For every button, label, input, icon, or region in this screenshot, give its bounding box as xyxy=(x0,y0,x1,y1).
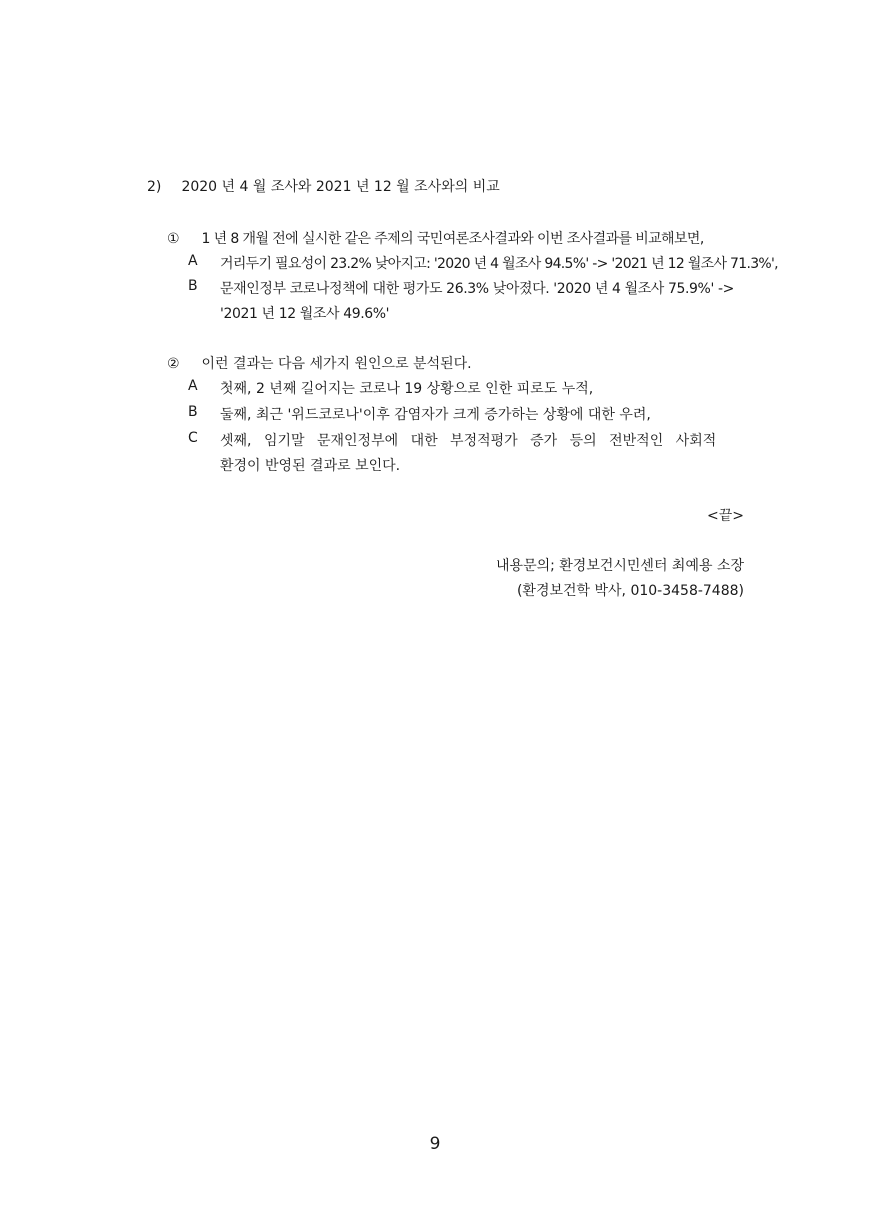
item-2-sub-b-marker: B xyxy=(188,404,198,420)
contact-line-2: (환경보건학 박사, 010-3458-7488) xyxy=(516,583,744,599)
contact-line-1: 내용문의; 환경보건시민센터 최예용 소장 xyxy=(496,558,744,574)
page-number: 9 xyxy=(429,1134,441,1154)
section-title: 2020 년 4 월 조사와 2021 년 12 월 조사와의 비교 xyxy=(181,179,500,195)
item-1-sub-a-line-1: 거리두기 필요성이 23.2% 낮아지고: '2020 년 4 월조사 94.5%' -> '2021 년 12 월조사 71.3%', xyxy=(220,256,778,272)
item-1-sub-b-line-1: 문재인정부 코로나정책에 대한 평가도 26.3% 낮아졌다. '2020 년 4 월조사 75.9%' -> xyxy=(220,281,734,297)
section-number: 2) xyxy=(147,179,162,195)
item-2-sub-c-marker: C xyxy=(188,430,198,446)
item-1-marker: ① xyxy=(167,231,180,247)
item-2 xyxy=(167,353,472,373)
end-mark: <끝> xyxy=(707,508,744,524)
item-2-text: 이런 결과는 다음 세가지 원인으로 분석된다. xyxy=(201,356,472,372)
item-1-sub-a-marker: A xyxy=(188,253,198,269)
item-2-sub-c-line-1: 셋째, 임기말 문재인정부에 대한 부정적평가 증가 등의 전반적인 사회적 xyxy=(220,433,717,449)
item-2-sub-a-line-1: 첫째, 2 년째 길어지는 코로나 19 상황으로 인한 피로도 누적, xyxy=(220,381,594,397)
item-2-sub-a-marker: A xyxy=(188,378,198,394)
item-2-marker: ② xyxy=(167,356,180,372)
section-heading xyxy=(147,176,500,196)
item-1 xyxy=(167,228,704,248)
item-1-sub-b-marker: B xyxy=(188,278,198,294)
item-2-sub-c-line-2: 환경이 반영된 결과로 보인다. xyxy=(220,458,401,474)
item-1-sub-b-line-2: '2021 년 12 월조사 49.6%' xyxy=(220,306,390,322)
item-2-sub-b-line-1: 둘째, 최근 '위드코로나'이후 감염자가 크게 증가하는 상황에 대한 우려, xyxy=(220,407,651,423)
item-1-text: 1 년 8 개월 전에 실시한 같은 주제의 국민여론조사결과와 이번 조사결과를 비교해보면, xyxy=(201,231,704,247)
